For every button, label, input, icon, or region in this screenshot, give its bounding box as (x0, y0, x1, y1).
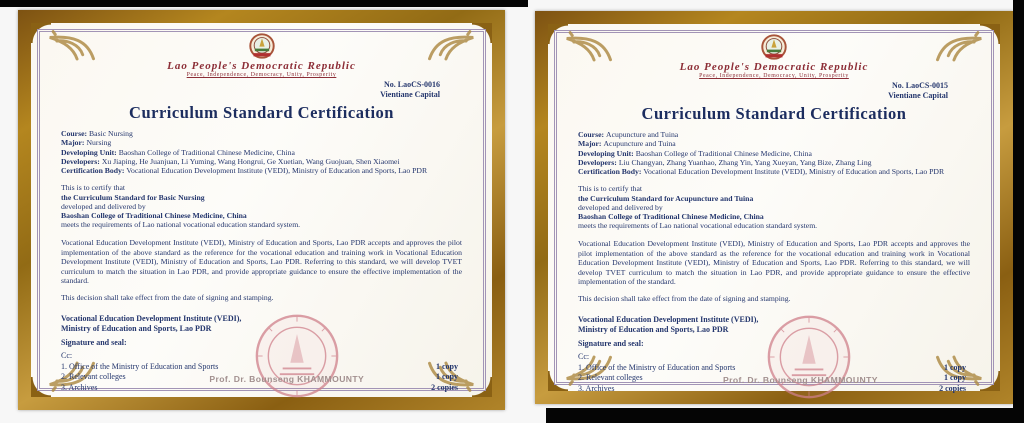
certify-line: meets the requirements of Lao national vocational education standard system. (61, 220, 301, 230)
field-certification-body: Certification Body: Vocational Education Development Institute (VEDI), Ministry of Education and Sports, Lao PDR (578, 167, 945, 177)
cc-copies: 1 copy (436, 372, 458, 382)
signer-name: Prof. Dr. Bounseng KHAMMOUNTY (209, 373, 365, 384)
signer-organization: Vocational Education Development Institute (VEDI), Ministry of Education and Sports, Lao PDR (578, 315, 759, 335)
scan-black-bar-top (0, 0, 528, 7)
certificate-left (18, 10, 505, 410)
field-developing-unit: Developing Unit: Baoshan College of Traditional Chinese Medicine, China (61, 147, 295, 157)
field-certification-body: Certification Body: Vocational Education Development Institute (VEDI), Ministry of Education and Sports, Lao PDR (61, 166, 428, 176)
certificate-paper (548, 24, 1000, 391)
certificate-paper (31, 23, 492, 397)
field-developers: Developers: Liu Changyan, Zhang Yuanhao, Zhang Yin, Yang Xueyan, Yang Bize, Zhang Ling (578, 157, 872, 167)
certificate-number: No. LaoCS-0016 (383, 80, 440, 90)
certificate-title: Curriculum Standard Certification (129, 103, 394, 123)
cc-copies: 1 copy (944, 373, 966, 383)
certificate-number-block (61, 80, 462, 100)
certify-block (61, 183, 462, 229)
certificate-number: No. LaoCS-0015 (891, 81, 948, 91)
red-seal-stamp-icon (766, 314, 852, 400)
certify-line: developed and delivered by (61, 201, 146, 211)
field-developing-unit: Developing Unit: Baoshan College of Traditional Chinese Medicine, China (578, 148, 812, 158)
certificate-title: Curriculum Standard Certification (641, 104, 907, 124)
certify-college-name: Baoshan College of Traditional Chinese Medicine, China (61, 210, 247, 220)
field-course: Course: Basic Nursing (61, 129, 133, 139)
cc-item: 1. Office of the Ministry of Education and Sports 1 copy (61, 362, 462, 372)
red-seal-stamp-icon (254, 313, 340, 399)
certificate-fields (61, 129, 462, 175)
effect-line: This decision shall take effect from the date of signing and stamping. (578, 294, 791, 304)
certify-block (578, 184, 970, 230)
cc-label: Cc: (578, 352, 590, 362)
signer-organization: Vocational Education Development Institute (VEDI), Ministry of Education and Sports, Lao PDR (61, 314, 242, 334)
lao-national-emblem-icon (761, 34, 787, 60)
cc-item: 3. Archives 2 copies (578, 384, 970, 394)
certify-line: This is to certify that (578, 184, 643, 194)
scan-black-strip-right (1013, 0, 1024, 423)
body-paragraph: Vocational Education Development Institute (VEDI), Ministry of Education and Sports, Lao PDR accepts and approves the pilot implementation of the above standard as the reference for the vocational education and training work in Vocational Education Development Institute (VEDI), Ministry of Education and Sports, Lao PDR. Referring to this standard, we will develop TVET curriculum to match the situation in Lao PDR, and provide appropriate guidance to ensure the effective implementation of the standard. (61, 238, 462, 285)
signer-name: Prof. Dr. Bounseng KHAMMOUNTY (723, 374, 878, 385)
lao-national-emblem-icon (249, 33, 275, 59)
field-major: Major: Acupuncture and Tuina (578, 139, 676, 149)
country-name: Lao People's Democratic Republic (167, 60, 356, 72)
cc-copies: 1 copy (436, 361, 458, 371)
certificate-content (61, 33, 462, 392)
certificate-city: Vientiane Capital (380, 90, 440, 100)
body-paragraph: Vocational Education Development Institute (VEDI), Ministry of Education and Sports, Lao PDR accepts and approves the pilot implementation of the above standard as the reference for the vocational education and training work in Vocational Education Development Institute (VEDI), Ministry of Education and Sports, Lao PDR. Referring to this standard, we will develop TVET curriculum to match the situation in Lao PDR, and provide appropriate guidance to ensure the effective implementation of the standard. (578, 239, 970, 286)
certificate-fields (578, 130, 970, 176)
cc-item: 1. Office of the Ministry of Education and Sports 1 copy (578, 363, 970, 373)
certificate-right (535, 11, 1013, 404)
certificate-content (578, 34, 970, 393)
cc-copies: 2 copies (431, 382, 458, 392)
signature-section (61, 314, 462, 393)
national-motto: Peace, Independence, Democracy, Unity, Prosperity (186, 72, 337, 79)
country-name: Lao People's Democratic Republic (679, 61, 869, 73)
cc-item: 2. Relevant colleges 1 copy (61, 372, 462, 382)
field-course: Course: Acupuncture and Tuina (578, 130, 679, 140)
field-developers: Developers: Xu Jiaping, He Juanjuan, Li Yuming, Wang Hongrui, Ge Xuetian, Wang Guojuan, Shen Xiaomei (61, 156, 400, 166)
certify-line: This is to certify that (61, 183, 126, 193)
certificate-city: Vientiane Capital (888, 91, 948, 101)
signature-section (578, 315, 970, 394)
certify-college-name: Baoshan College of Traditional Chinese Medicine, China (578, 211, 764, 221)
cc-item: 3. Archives 2 copies (61, 383, 462, 393)
scan-black-bar-bottom (546, 408, 1024, 423)
cc-item: 2. Relevant colleges 1 copy (578, 373, 970, 383)
signature-seal-label: Signature and seal: (578, 339, 644, 349)
cc-copies: 2 copies (939, 383, 966, 393)
certify-standard-name: the Curriculum Standard for Acupuncture and Tuina (578, 193, 754, 203)
field-major: Major: Nursing (61, 138, 112, 148)
effect-line: This decision shall take effect from the date of signing and stamping. (61, 293, 274, 303)
certify-standard-name: the Curriculum Standard for Basic Nursing (61, 192, 205, 202)
certificate-number-block (578, 81, 970, 101)
cc-label: Cc: (61, 351, 73, 361)
certify-line: meets the requirements of Lao national vocational education standard system. (578, 221, 818, 231)
cc-copies: 1 copy (944, 362, 966, 372)
signature-seal-label: Signature and seal: (61, 338, 127, 348)
national-motto: Peace, Independence, Democracy, Unity, Prosperity (699, 73, 849, 80)
certify-line: developed and delivered by (578, 202, 663, 212)
